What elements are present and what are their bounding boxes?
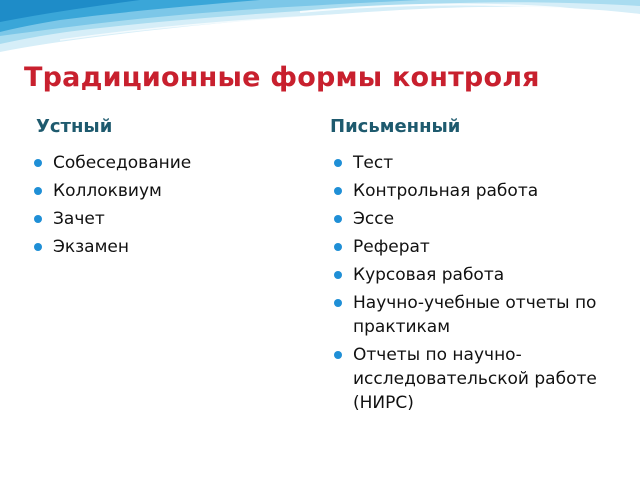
bullet-dot-icon [34, 159, 42, 167]
written-forms-list [334, 151, 614, 419]
list-item [34, 235, 294, 259]
list-item-text: Контрольная работа [353, 181, 539, 201]
list-item [334, 291, 614, 339]
bullet-dot-icon [34, 215, 42, 223]
list-item [34, 151, 294, 175]
oral-column-heading: Устный [36, 116, 113, 137]
list-item-text: Научно-учебные отчеты по практикам [353, 293, 597, 337]
bullet-dot-icon [334, 243, 342, 251]
list-item-text: Собеседование [53, 153, 192, 173]
bullet-dot-icon [34, 187, 42, 195]
oral-forms-list [34, 151, 294, 263]
list-item-text: Реферат [353, 237, 430, 257]
bullet-dot-icon [334, 159, 342, 167]
bullet-dot-icon [334, 187, 342, 195]
list-item-text: Эссе [353, 209, 395, 229]
bullet-dot-icon [34, 243, 42, 251]
header-wave-decoration [0, 0, 640, 64]
list-item [34, 179, 294, 203]
list-item-text: Тест [353, 153, 394, 173]
list-item-text: Курсовая работа [353, 265, 505, 285]
list-item-text: Отчеты по научно-исследовательской работе (НИРС) [353, 345, 597, 413]
bullet-dot-icon [334, 215, 342, 223]
list-item [334, 179, 614, 203]
bullet-dot-icon [334, 271, 342, 279]
list-item-text: Зачет [53, 209, 105, 229]
list-item [334, 235, 614, 259]
list-item-text: Экзамен [53, 237, 129, 257]
list-item [334, 343, 614, 415]
written-column-heading: Письменный [330, 116, 461, 137]
list-item [334, 207, 614, 231]
bullet-dot-icon [334, 299, 342, 307]
list-item [334, 151, 614, 175]
bullet-dot-icon [334, 351, 342, 359]
list-item [334, 263, 614, 287]
slide-title: Традиционные формы контроля [24, 62, 540, 93]
list-item [34, 207, 294, 231]
list-item-text: Коллоквиум [53, 181, 162, 201]
